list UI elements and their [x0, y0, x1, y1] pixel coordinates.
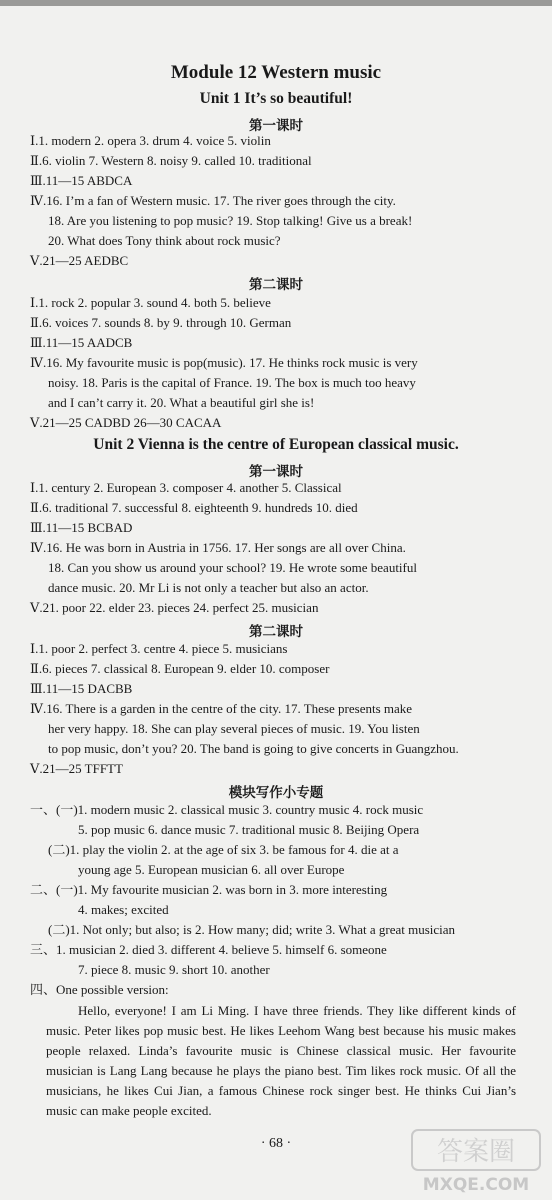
answer-line: 18. Are you listening to pop music? 19. Stop talking! Give us a break! — [48, 213, 413, 228]
page-number: · 68 · — [260, 1136, 292, 1151]
answer-line: Ⅲ.11—15 DACBB — [30, 681, 133, 696]
answer-line: 7. piece 8. music 9. short 10. another — [78, 962, 270, 977]
answer-line: (二)1. play the violin 2. at the age of six 3. be famous for 4. die at a — [48, 842, 399, 857]
unit2-title: Unit 2 Vienna is the centre of European classical music. — [93, 436, 459, 453]
answer-line: 20. What does Tony think about rock music? — [48, 233, 281, 248]
unit1-lesson2-heading: 第二课时 — [249, 277, 303, 293]
unit2-lesson2-heading: 第二课时 — [249, 624, 303, 640]
answer-line: Ⅴ.21. poor 22. elder 23. pieces 24. perfect 25. musician — [30, 600, 319, 615]
unit1-title: Unit 1 It’s so beautiful! — [199, 90, 353, 107]
answer-line: Ⅰ.1. poor 2. perfect 3. centre 4. piece 5. musicians — [30, 641, 288, 656]
answer-line: 三、1. musician 2. died 3. different 4. believe 5. himself 6. someone — [30, 942, 387, 957]
svg-text:MXQE.COM: MXQE.COM — [422, 1175, 530, 1195]
answer-line: dance music. 20. Mr Li is not only a teacher but also an actor. — [48, 580, 369, 595]
unit1-lesson1-heading: 第一课时 — [249, 118, 303, 134]
answer-line: young age 5. European musician 6. all over Europe — [78, 862, 345, 877]
answer-line: Ⅱ.6. voices 7. sounds 8. by 9. through 10. German — [30, 315, 292, 330]
answer-line: to pop music, don’t you? 20. The band is going to give concerts in Guangzhou. — [48, 741, 459, 756]
answer-line: Ⅱ.6. violin 7. Western 8. noisy 9. called 10. traditional — [30, 153, 312, 168]
answer-line: Ⅰ.1. modern 2. opera 3. drum 4. voice 5. violin — [30, 133, 271, 148]
answer-line: noisy. 18. Paris is the capital of France. 19. The box is much too heavy — [48, 375, 416, 390]
answer-line: Ⅱ.6. traditional 7. successful 8. eighteenth 9. hundreds 10. died — [30, 500, 358, 515]
answer-line: 一、(一)1. modern music 2. classical music 3. country music 4. rock music — [30, 802, 424, 817]
answer-line: 18. Can you show us around your school? 19. He wrote some beautiful — [48, 560, 417, 575]
watermark-logo — [406, 1126, 546, 1196]
answer-line: Ⅲ.11—15 AADCB — [30, 335, 133, 350]
answer-line: Ⅳ.16. There is a garden in the centre of the city. 17. These presents make — [30, 701, 413, 716]
sample-essay: Hello, everyone! I am Li Ming. I have three friends. They like different kinds of music. Peter likes pop music best. He likes Leehom Wang best because his music makes people relaxed. Linda’s favourite music is Chinese classical music. Her favourite musician is Lang Lang because he plays the piano best. Tim likes rock music. Of all the musicians, he likes Cui Jian, a famous Chinese rock singer best. He thinks Cui Jian’s music can make people excited. — [46, 1003, 516, 1118]
svg-text:答案圈: 答案圈 — [436, 1137, 516, 1167]
answer-line: Ⅴ.21—25 AEDBC — [30, 253, 129, 268]
answer-line: Ⅲ.11—15 BCBAD — [30, 520, 133, 535]
answer-line: Ⅱ.6. pieces 7. classical 8. European 9. elder 10. composer — [30, 661, 330, 676]
unit2-lesson1-heading: 第一课时 — [249, 464, 303, 480]
answer-line: Ⅳ.16. My favourite music is pop(music). 17. He thinks rock music is very — [30, 355, 418, 370]
answer-line: 二、(一)1. My favourite musician 2. was born in 3. more interesting — [30, 882, 388, 897]
answer-line: 4. makes; excited — [78, 902, 169, 917]
answer-line: Ⅳ.16. He was born in Austria in 1756. 17. Her songs are all over China. — [30, 540, 406, 555]
answer-line: Ⅴ.21—25 TFFTT — [30, 761, 123, 776]
answer-line: 5. pop music 6. dance music 7. traditional music 8. Beijing Opera — [78, 822, 420, 837]
answer-line: 四、One possible version: — [30, 982, 169, 997]
answer-line: Ⅰ.1. rock 2. popular 3. sound 4. both 5. believe — [30, 295, 271, 310]
answer-line: Ⅰ.1. century 2. European 3. composer 4. another 5. Classical — [30, 480, 342, 495]
answer-line: Ⅳ.16. I’m a fan of Western music. 17. The river goes through the city. — [30, 193, 396, 208]
answer-line: Ⅴ.21—25 CADBD 26—30 CACAA — [30, 415, 222, 430]
answer-line: Ⅲ.11—15 ABDCA — [30, 173, 133, 188]
answer-line: (二)1. Not only; but also; is 2. How many; did; write 3. What a great musician — [48, 922, 456, 937]
answer-line: her very happy. 18. She can play several pieces of music. 19. You listen — [48, 721, 420, 736]
module-title: Module 12 Western music — [170, 62, 382, 83]
writing-topic-heading: 模块写作小专题 — [228, 785, 324, 801]
answer-line: and I can’t carry it. 20. What a beautiful girl she is! — [48, 395, 315, 410]
